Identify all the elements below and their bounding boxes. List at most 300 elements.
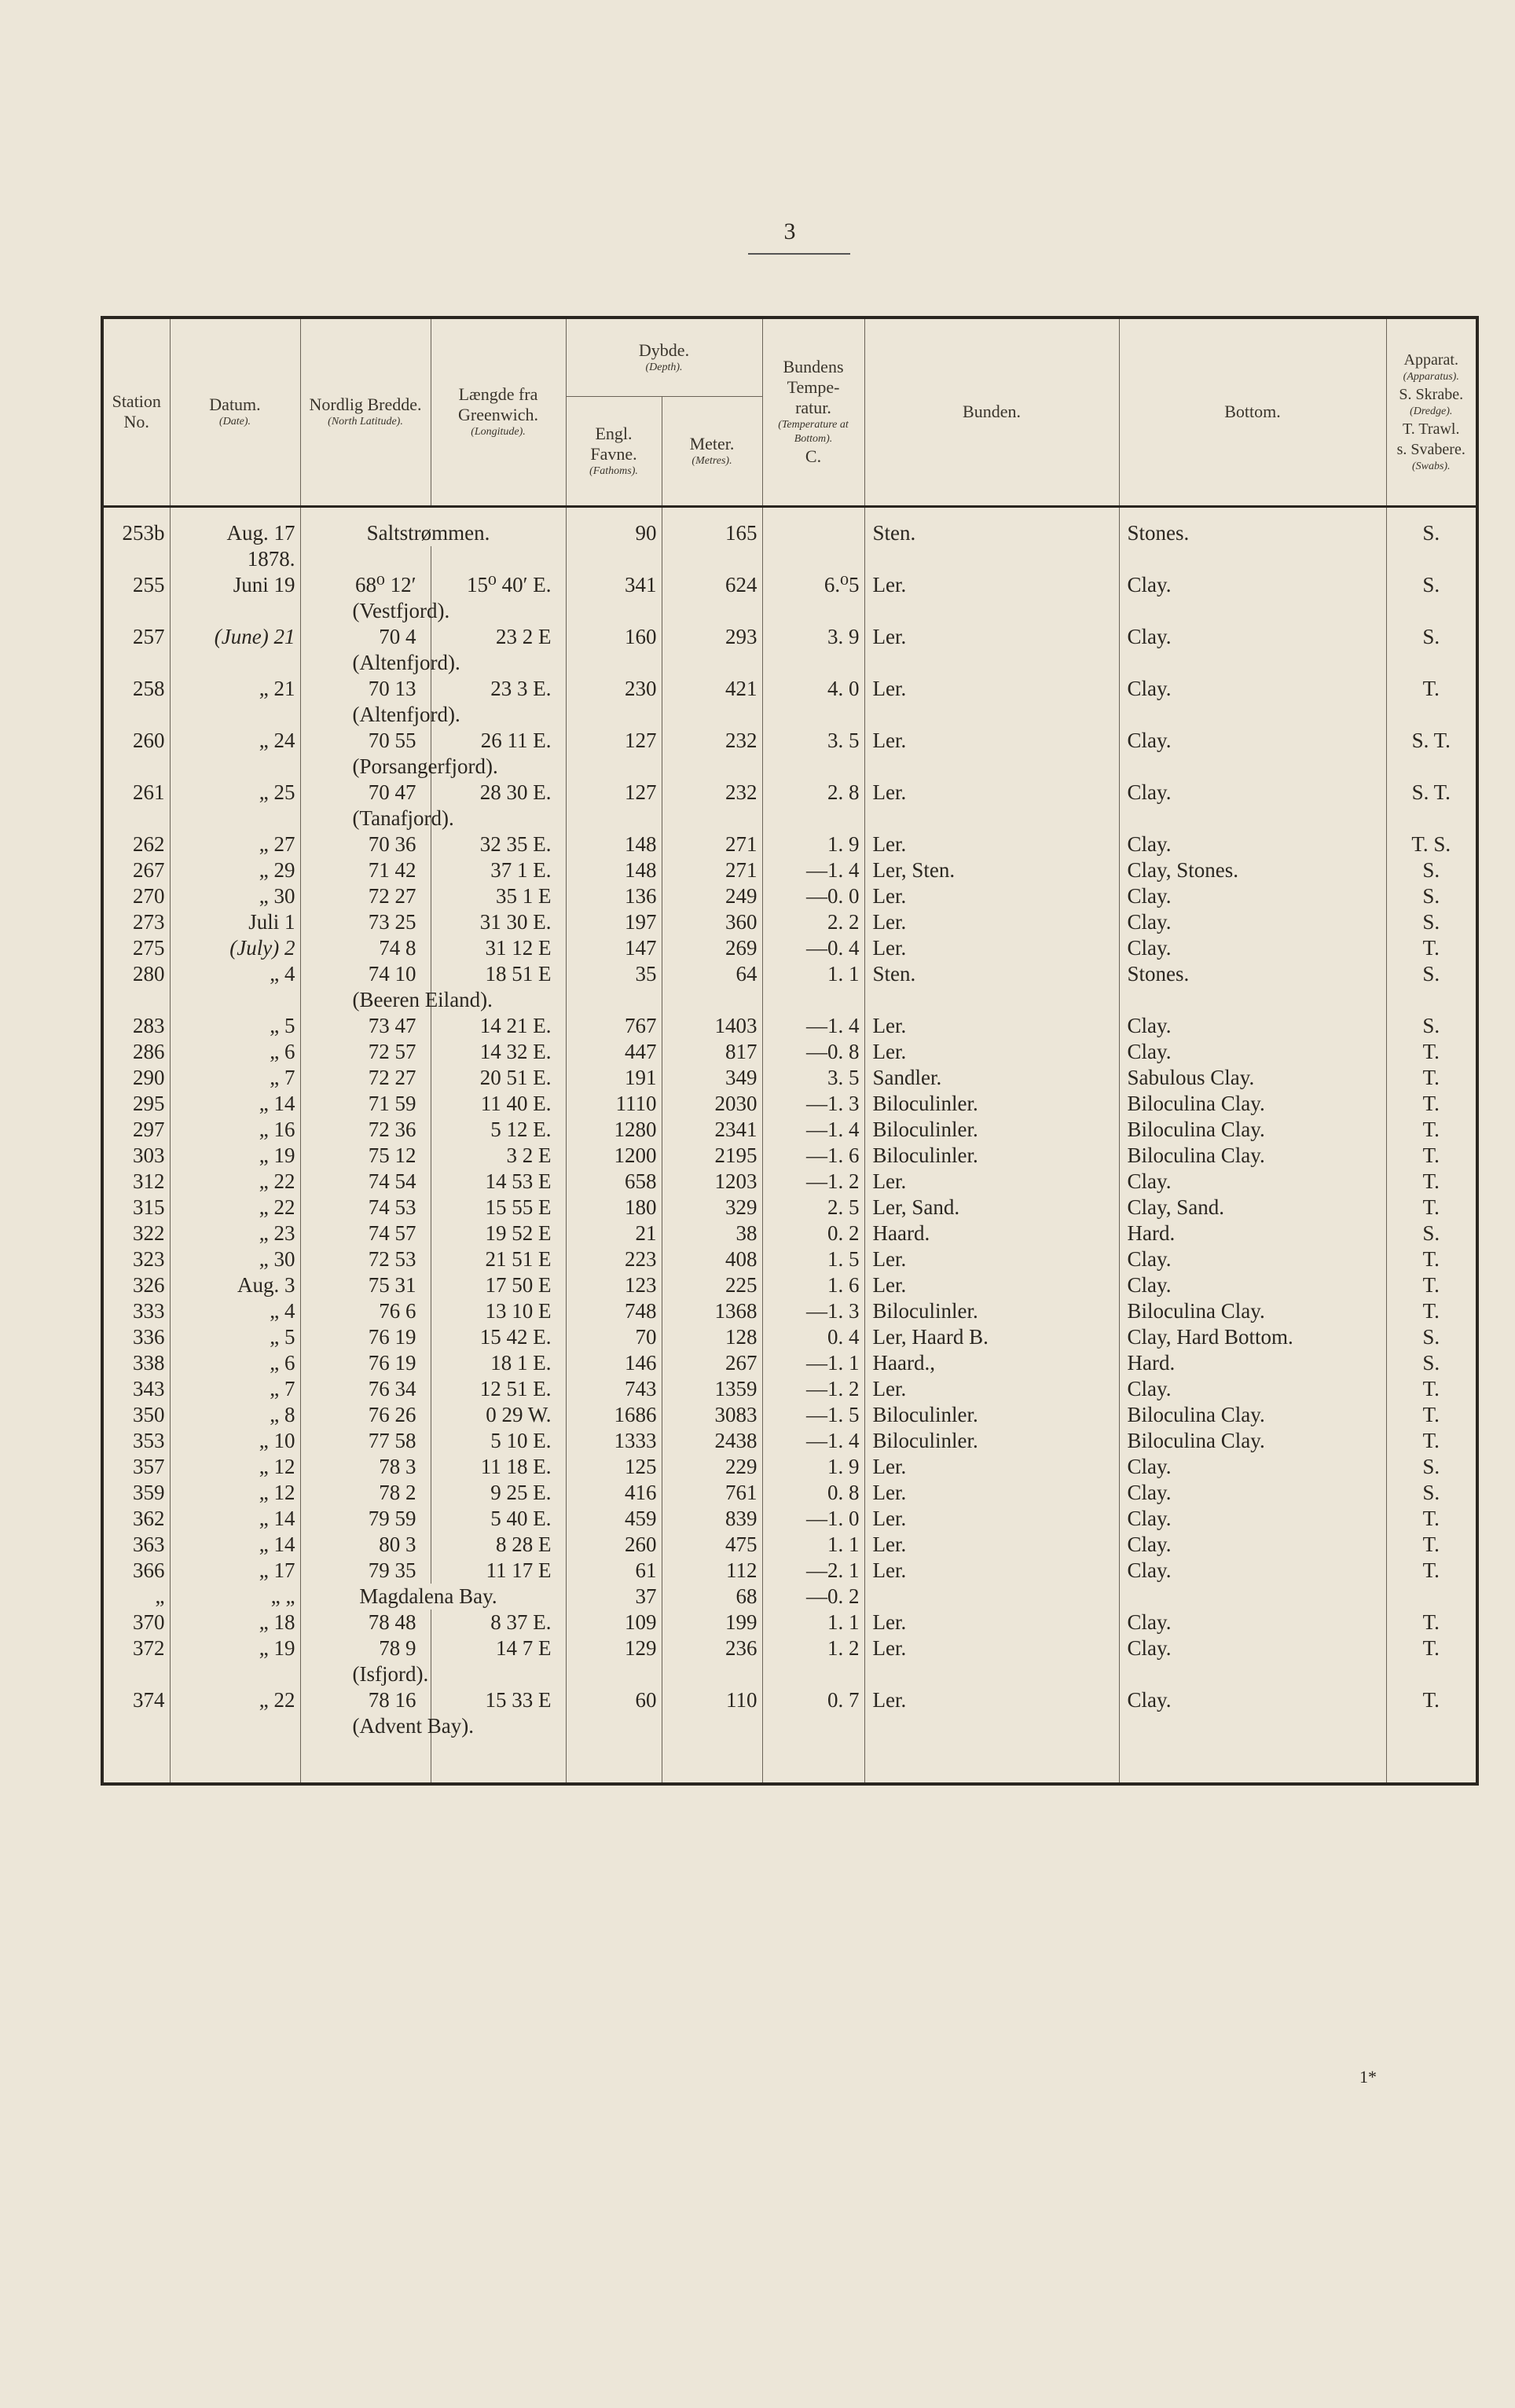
depth-fathoms-cell: 35	[566, 961, 662, 1013]
bottom-cell: Clay.	[1119, 1610, 1386, 1635]
latitude-cell: 78 9 (Isfjord).	[300, 1635, 431, 1687]
station-number-cell: 322	[102, 1221, 170, 1246]
depth-metres-cell: 475	[662, 1532, 762, 1558]
date-cell: „ 10	[170, 1428, 300, 1454]
depth-metres-cell: 128	[662, 1324, 762, 1350]
latitude-cell: 71 59	[300, 1091, 431, 1117]
table-row	[102, 1480, 1477, 1506]
station-number-cell: 270	[102, 883, 170, 909]
depth-fathoms-cell: 147	[566, 935, 662, 961]
bottom-temperature-cell: —1. 3	[762, 1091, 864, 1117]
bottom-temperature-cell: —0. 4	[762, 935, 864, 961]
apparatus-cell: S.	[1386, 1013, 1477, 1039]
bottom-temperature-cell: 3. 5	[762, 1065, 864, 1091]
depth-fathoms-cell: 180	[566, 1195, 662, 1221]
bottom-temperature-cell: 0. 4	[762, 1324, 864, 1350]
depth-metres-cell: 110	[662, 1687, 762, 1739]
bottom-cell: Biloculina Clay.	[1119, 1402, 1386, 1428]
station-number-cell: 295	[102, 1091, 170, 1117]
station-number-cell: 323	[102, 1246, 170, 1272]
bottom-temperature-cell: —1. 4	[762, 1428, 864, 1454]
longitude-cell: 32 35 E.	[431, 831, 566, 857]
depth-metres-cell: 624	[662, 572, 762, 624]
bottom-temperature-cell: —1. 6	[762, 1143, 864, 1169]
depth-metres-cell: 271	[662, 857, 762, 883]
latitude-cell: 75 12	[300, 1143, 431, 1169]
longitude-cell: 14 32 E.	[431, 1039, 566, 1065]
station-number-cell: 333	[102, 1298, 170, 1324]
latitude-cell: 79 35	[300, 1558, 431, 1584]
station-number-cell: 303	[102, 1143, 170, 1169]
apparatus-cell: T.	[1386, 1506, 1477, 1532]
date-cell: Aug. 3	[170, 1272, 300, 1298]
longitude-cell: 11 17 E	[431, 1558, 566, 1584]
depth-metres-cell: 271	[662, 831, 762, 857]
latitude-cell: 72 27	[300, 883, 431, 909]
apparatus-cell: T.	[1386, 1610, 1477, 1635]
bottom-cell: Biloculina Clay.	[1119, 1298, 1386, 1324]
depth-fathoms-cell: 1280	[566, 1117, 662, 1143]
bottom-cell: Biloculina Clay.	[1119, 1428, 1386, 1454]
apparatus-cell: T.	[1386, 1635, 1477, 1687]
date-cell: „ 30	[170, 1246, 300, 1272]
depth-metres-cell: 249	[662, 883, 762, 909]
longitude-cell: 0 29 W.	[431, 1402, 566, 1428]
bottom-cell: Clay, Stones.	[1119, 857, 1386, 883]
bottom-cell: Clay.	[1119, 1480, 1386, 1506]
table-row	[102, 676, 1477, 728]
bottom-temperature-cell: 1. 5	[762, 1246, 864, 1272]
latitude-cell: 74 53	[300, 1195, 431, 1221]
depth-fathoms-cell	[566, 546, 662, 572]
depth-fathoms-cell: 125	[566, 1454, 662, 1480]
station-number-cell: 267	[102, 857, 170, 883]
bottom-temperature-cell	[762, 506, 864, 546]
latitude-cell: 74 8	[300, 935, 431, 961]
apparatus-cell: T.	[1386, 1143, 1477, 1169]
depth-metres-cell: 165	[662, 506, 762, 546]
depth-fathoms-cell: 127	[566, 780, 662, 831]
bunden-cell: Ler.	[864, 1039, 1119, 1065]
apparatus-cell: T.	[1386, 1091, 1477, 1117]
date-cell: „ 25	[170, 780, 300, 831]
apparatus-cell: T.	[1386, 935, 1477, 961]
longitude-cell: 15 42 E.	[431, 1324, 566, 1350]
bottom-cell: Clay.	[1119, 831, 1386, 857]
bottom-cell: Clay.	[1119, 1039, 1386, 1065]
date-cell: „ 5	[170, 1013, 300, 1039]
bottom-temperature-cell: —0. 0	[762, 883, 864, 909]
depth-fathoms-cell: 160	[566, 624, 662, 676]
bunden-cell: Biloculinler.	[864, 1091, 1119, 1117]
bunden-cell: Ler.	[864, 909, 1119, 935]
date-cell: „ 18	[170, 1610, 300, 1635]
table-row	[102, 1454, 1477, 1480]
station-number-cell: „	[102, 1584, 170, 1610]
bottom-temperature-cell: 1. 6	[762, 1272, 864, 1298]
date-cell: (June) 21	[170, 624, 300, 676]
date-cell: Aug. 17	[170, 506, 300, 546]
latitude-cell: 77 58	[300, 1428, 431, 1454]
bunden-cell: Ler.	[864, 1454, 1119, 1480]
apparatus-cell: T.	[1386, 1558, 1477, 1584]
station-table	[101, 316, 1479, 1786]
apparatus-cell: S.	[1386, 909, 1477, 935]
bunden-cell: Ler.	[864, 1506, 1119, 1532]
apparatus-cell: T.	[1386, 1687, 1477, 1739]
depth-fathoms-cell: 223	[566, 1246, 662, 1272]
longitude-cell: 15 55 E	[431, 1195, 566, 1221]
page-number-rule	[748, 253, 850, 255]
station-number-cell: 260	[102, 728, 170, 780]
bottom-temperature-cell: —2. 1	[762, 1558, 864, 1584]
apparatus-cell: S.	[1386, 1454, 1477, 1480]
depth-metres-cell: 225	[662, 1272, 762, 1298]
depth-metres-cell: 761	[662, 1480, 762, 1506]
bottom-cell: Hard.	[1119, 1350, 1386, 1376]
station-number-cell: 258	[102, 676, 170, 728]
date-cell: „ 14	[170, 1532, 300, 1558]
station-number-cell: 374	[102, 1687, 170, 1739]
bunden-cell: Ler.	[864, 676, 1119, 728]
depth-fathoms-cell: 743	[566, 1376, 662, 1402]
longitude-cell: 8 37 E.	[431, 1610, 566, 1635]
depth-fathoms-cell: 146	[566, 1350, 662, 1376]
depth-metres-cell: 329	[662, 1195, 762, 1221]
header-temperature: Bundens Tempe- ratur. (Temperature at Bottom). C.	[762, 318, 864, 506]
depth-metres-cell: 229	[662, 1454, 762, 1480]
apparatus-cell: T.	[1386, 1376, 1477, 1402]
depth-metres-cell: 2195	[662, 1143, 762, 1169]
latitude-cell: 78 3	[300, 1454, 431, 1480]
apparatus-cell: T.	[1386, 1402, 1477, 1428]
bunden-cell: Ler.	[864, 1246, 1119, 1272]
station-number-cell: 353	[102, 1428, 170, 1454]
date-cell: „ 17	[170, 1558, 300, 1584]
bottom-temperature-cell: 0. 2	[762, 1221, 864, 1246]
date-cell: „ 19	[170, 1635, 300, 1687]
table-row	[102, 1532, 1477, 1558]
longitude-cell: 11 40 E.	[431, 1091, 566, 1117]
bottom-temperature-cell: 3. 5	[762, 728, 864, 780]
bottom-cell: Clay.	[1119, 1687, 1386, 1739]
date-cell: „ 24	[170, 728, 300, 780]
date-cell: „ 6	[170, 1039, 300, 1065]
latitude-cell: 80 3	[300, 1532, 431, 1558]
apparatus-cell: S.	[1386, 883, 1477, 909]
longitude-cell: 26 11 E.	[431, 728, 566, 780]
station-number-cell: 257	[102, 624, 170, 676]
table-row	[102, 1350, 1477, 1376]
depth-fathoms-cell: 1333	[566, 1428, 662, 1454]
depth-metres-cell: 38	[662, 1221, 762, 1246]
latitude-cell: 74 54	[300, 1169, 431, 1195]
bottom-temperature-cell: 0. 8	[762, 1480, 864, 1506]
latitude-cell: 73 25	[300, 909, 431, 935]
header-apparatus: Apparat. (Apparatus). S. Skrabe. (Dredge). T. Trawl. s. Svabere. (Swabs).	[1386, 318, 1477, 506]
bottom-temperature-cell: 2. 8	[762, 780, 864, 831]
latitude-cell: 76 6	[300, 1298, 431, 1324]
bottom-temperature-cell: 1. 9	[762, 1454, 864, 1480]
longitude-cell: 5 12 E.	[431, 1117, 566, 1143]
depth-fathoms-cell: 658	[566, 1169, 662, 1195]
date-cell: „ 12	[170, 1454, 300, 1480]
table-row	[102, 1635, 1477, 1687]
longitude-cell: 14 53 E	[431, 1169, 566, 1195]
depth-fathoms-cell: 197	[566, 909, 662, 935]
bunden-cell: Ler.	[864, 883, 1119, 909]
apparatus-cell: S.	[1386, 572, 1477, 624]
date-cell: „ 4	[170, 961, 300, 1013]
bunden-cell: Ler.	[864, 1480, 1119, 1506]
depth-fathoms-cell: 61	[566, 1558, 662, 1584]
depth-fathoms-cell: 1110	[566, 1091, 662, 1117]
longitude-cell: 9 25 E.	[431, 1480, 566, 1506]
date-cell: „ 4	[170, 1298, 300, 1324]
table-row	[102, 1221, 1477, 1246]
depth-metres-cell: 232	[662, 780, 762, 831]
depth-fathoms-cell: 109	[566, 1610, 662, 1635]
station-number-cell: 336	[102, 1324, 170, 1350]
table-row	[102, 1506, 1477, 1532]
latitude-cell: 76 19	[300, 1324, 431, 1350]
header-bottom: Bottom.	[1119, 318, 1386, 506]
bottom-cell: Stones.	[1119, 961, 1386, 1013]
table-row	[102, 1584, 1477, 1610]
depth-fathoms-cell: 191	[566, 1065, 662, 1091]
table-row	[102, 1610, 1477, 1635]
depth-metres-cell: 293	[662, 624, 762, 676]
longitude-cell: 14 7 E	[431, 1635, 566, 1687]
latitude-cell: 78 16 (Advent Bay).	[300, 1687, 431, 1739]
apparatus-cell: T.	[1386, 1246, 1477, 1272]
bunden-cell	[864, 546, 1119, 572]
longitude-cell: 3 2 E	[431, 1143, 566, 1169]
depth-metres-cell: 112	[662, 1558, 762, 1584]
bottom-temperature-cell: 1. 1	[762, 1610, 864, 1635]
bottom-cell: Sabulous Clay.	[1119, 1065, 1386, 1091]
bottom-cell: Clay.	[1119, 1558, 1386, 1584]
bottom-temperature-cell: —0. 8	[762, 1039, 864, 1065]
bottom-temperature-cell: 1. 1	[762, 1532, 864, 1558]
header-bunden: Bunden.	[864, 318, 1119, 506]
depth-fathoms-cell: 230	[566, 676, 662, 728]
bottom-cell: Clay.	[1119, 728, 1386, 780]
depth-metres-cell: 2030	[662, 1091, 762, 1117]
date-cell: 1878.	[170, 546, 300, 572]
bottom-cell: Clay, Hard Bottom.	[1119, 1324, 1386, 1350]
longitude-cell: 17 50 E	[431, 1272, 566, 1298]
bunden-cell: Ler.	[864, 935, 1119, 961]
longitude-cell: 5 10 E.	[431, 1428, 566, 1454]
latitude-cell: 70 47 (Tanafjord).	[300, 780, 431, 831]
apparatus-cell: S.	[1386, 1350, 1477, 1376]
table-row	[102, 572, 1477, 624]
bunden-cell: Ler.	[864, 780, 1119, 831]
date-cell: „ 14	[170, 1506, 300, 1532]
latitude-cell: 74 57	[300, 1221, 431, 1246]
longitude-cell: 23 3 E.	[431, 676, 566, 728]
station-number-cell: 261	[102, 780, 170, 831]
bottom-temperature-cell: —1. 4	[762, 1117, 864, 1143]
date-cell: Juni 19	[170, 572, 300, 624]
bottom-cell: Clay.	[1119, 935, 1386, 961]
longitude-cell: 20 51 E.	[431, 1065, 566, 1091]
depth-fathoms-cell: 459	[566, 1506, 662, 1532]
table-row	[102, 1428, 1477, 1454]
bunden-cell: Ler, Sand.	[864, 1195, 1119, 1221]
bunden-cell: Ler, Haard B.	[864, 1324, 1119, 1350]
latitude-cell: 76 26	[300, 1402, 431, 1428]
depth-metres-cell: 236	[662, 1635, 762, 1687]
latitude-cell: 72 27	[300, 1065, 431, 1091]
station-number-cell: 370	[102, 1610, 170, 1635]
date-cell: Juli 1	[170, 909, 300, 935]
station-number-cell: 350	[102, 1402, 170, 1428]
bunden-cell: Ler, Sten.	[864, 857, 1119, 883]
latitude-cell: 74 10 (Beeren Eiland).	[300, 961, 431, 1013]
latitude-cell: 72 53	[300, 1246, 431, 1272]
apparatus-cell: S.	[1386, 857, 1477, 883]
bottom-cell: Clay.	[1119, 572, 1386, 624]
station-number-cell: 366	[102, 1558, 170, 1584]
bunden-cell: Ler.	[864, 1558, 1119, 1584]
bottom-cell: Clay.	[1119, 676, 1386, 728]
bottom-temperature-cell: —0. 2	[762, 1584, 864, 1610]
header-station: Station No.	[102, 318, 170, 506]
bottom-temperature-cell: 1. 9	[762, 831, 864, 857]
depth-fathoms-cell: 37	[566, 1584, 662, 1610]
depth-fathoms-cell: 90	[566, 506, 662, 546]
date-cell: (July) 2	[170, 935, 300, 961]
table-filler-row	[102, 1739, 1477, 1785]
table-row	[102, 1013, 1477, 1039]
depth-fathoms-cell: 70	[566, 1324, 662, 1350]
bottom-cell: Clay.	[1119, 1272, 1386, 1298]
locality-label: (Tanafjord).	[352, 806, 454, 830]
apparatus-cell	[1386, 1584, 1477, 1610]
latitude-cell: 75 31	[300, 1272, 431, 1298]
depth-fathoms-cell: 1200	[566, 1143, 662, 1169]
latitude-cell: Saltstrømmen.	[300, 506, 566, 546]
longitude-cell: 13 10 E	[431, 1298, 566, 1324]
page-number: 3	[783, 218, 796, 244]
apparatus-cell: T.	[1386, 1117, 1477, 1143]
date-cell: „ 14	[170, 1091, 300, 1117]
bottom-cell: Stones.	[1119, 506, 1386, 546]
date-cell: „ 22	[170, 1687, 300, 1739]
date-cell: „ 19	[170, 1143, 300, 1169]
bottom-temperature-cell: —1. 1	[762, 1350, 864, 1376]
depth-fathoms-cell: 123	[566, 1272, 662, 1298]
latitude-cell: 72 57	[300, 1039, 431, 1065]
latitude-cell: 79 59	[300, 1506, 431, 1532]
longitude-cell: 15 33 E	[431, 1687, 566, 1739]
apparatus-cell: T.	[1386, 1169, 1477, 1195]
bunden-cell: Sten.	[864, 506, 1119, 546]
station-number-cell: 283	[102, 1013, 170, 1039]
bunden-cell: Ler.	[864, 572, 1119, 624]
station-number-cell: 315	[102, 1195, 170, 1221]
depth-fathoms-cell: 1686	[566, 1402, 662, 1428]
depth-metres-cell: 3083	[662, 1402, 762, 1428]
table-row	[102, 1687, 1477, 1739]
station-number-cell: 312	[102, 1169, 170, 1195]
bottom-cell: Biloculina Clay.	[1119, 1091, 1386, 1117]
bottom-cell: Clay.	[1119, 780, 1386, 831]
depth-metres-cell: 1403	[662, 1013, 762, 1039]
station-number-cell: 343	[102, 1376, 170, 1402]
bunden-cell: Biloculinler.	[864, 1117, 1119, 1143]
station-number-cell: 326	[102, 1272, 170, 1298]
depth-fathoms-cell: 136	[566, 883, 662, 909]
depth-fathoms-cell: 148	[566, 831, 662, 857]
apparatus-cell: S.	[1386, 624, 1477, 676]
depth-metres-cell	[662, 546, 762, 572]
latitude-cell: 72 36	[300, 1117, 431, 1143]
apparatus-cell: S. T.	[1386, 780, 1477, 831]
bunden-cell: Ler.	[864, 1687, 1119, 1739]
header-fathoms: Engl. Favne. (Fathoms).	[566, 396, 662, 506]
longitude-cell: 23 2 E	[431, 624, 566, 676]
longitude-cell: 37 1 E.	[431, 857, 566, 883]
depth-metres-cell: 1359	[662, 1376, 762, 1402]
date-cell: „ 21	[170, 676, 300, 728]
table-row	[102, 780, 1477, 831]
apparatus-cell	[1386, 546, 1477, 572]
date-cell: „ 27	[170, 831, 300, 857]
locality-label: (Altenfjord).	[352, 702, 460, 726]
apparatus-cell: S.	[1386, 506, 1477, 546]
table-row	[102, 1143, 1477, 1169]
bottom-cell: Clay.	[1119, 1635, 1386, 1687]
depth-fathoms-cell: 129	[566, 1635, 662, 1687]
locality-label: (Isfjord).	[352, 1661, 429, 1686]
apparatus-cell: S. T.	[1386, 728, 1477, 780]
latitude-cell: 78 48	[300, 1610, 431, 1635]
depth-metres-cell: 349	[662, 1065, 762, 1091]
date-cell: „ 6	[170, 1350, 300, 1376]
latitude-cell: 76 19	[300, 1350, 431, 1376]
bottom-cell: Clay.	[1119, 883, 1386, 909]
sheet-mark: 1*	[1359, 2067, 1377, 2087]
table-row	[102, 1091, 1477, 1117]
table-row	[102, 728, 1477, 780]
longitude-cell: 18 51 E	[431, 961, 566, 1013]
bottom-cell: Clay.	[1119, 1376, 1386, 1402]
bunden-cell: Ler.	[864, 1169, 1119, 1195]
latitude-cell: 73 47	[300, 1013, 431, 1039]
table-row	[102, 1169, 1477, 1195]
bottom-cell: Clay.	[1119, 1013, 1386, 1039]
table-row	[102, 857, 1477, 883]
longitude-cell: 15⁰ 40′ E.	[431, 572, 566, 624]
table-row	[102, 935, 1477, 961]
table-row	[102, 1195, 1477, 1221]
bottom-temperature-cell: —1. 5	[762, 1402, 864, 1428]
bottom-cell: Clay.	[1119, 909, 1386, 935]
bunden-cell: Biloculinler.	[864, 1143, 1119, 1169]
longitude-cell: 19 52 E	[431, 1221, 566, 1246]
station-number-cell: 363	[102, 1532, 170, 1558]
bottom-temperature-cell: 6.⁰5	[762, 572, 864, 624]
date-cell: „ 5	[170, 1324, 300, 1350]
depth-metres-cell: 199	[662, 1610, 762, 1635]
bottom-temperature-cell: —1. 4	[762, 1013, 864, 1039]
bottom-cell: Clay.	[1119, 1169, 1386, 1195]
bottom-cell: Biloculina Clay.	[1119, 1117, 1386, 1143]
depth-fathoms-cell: 260	[566, 1532, 662, 1558]
